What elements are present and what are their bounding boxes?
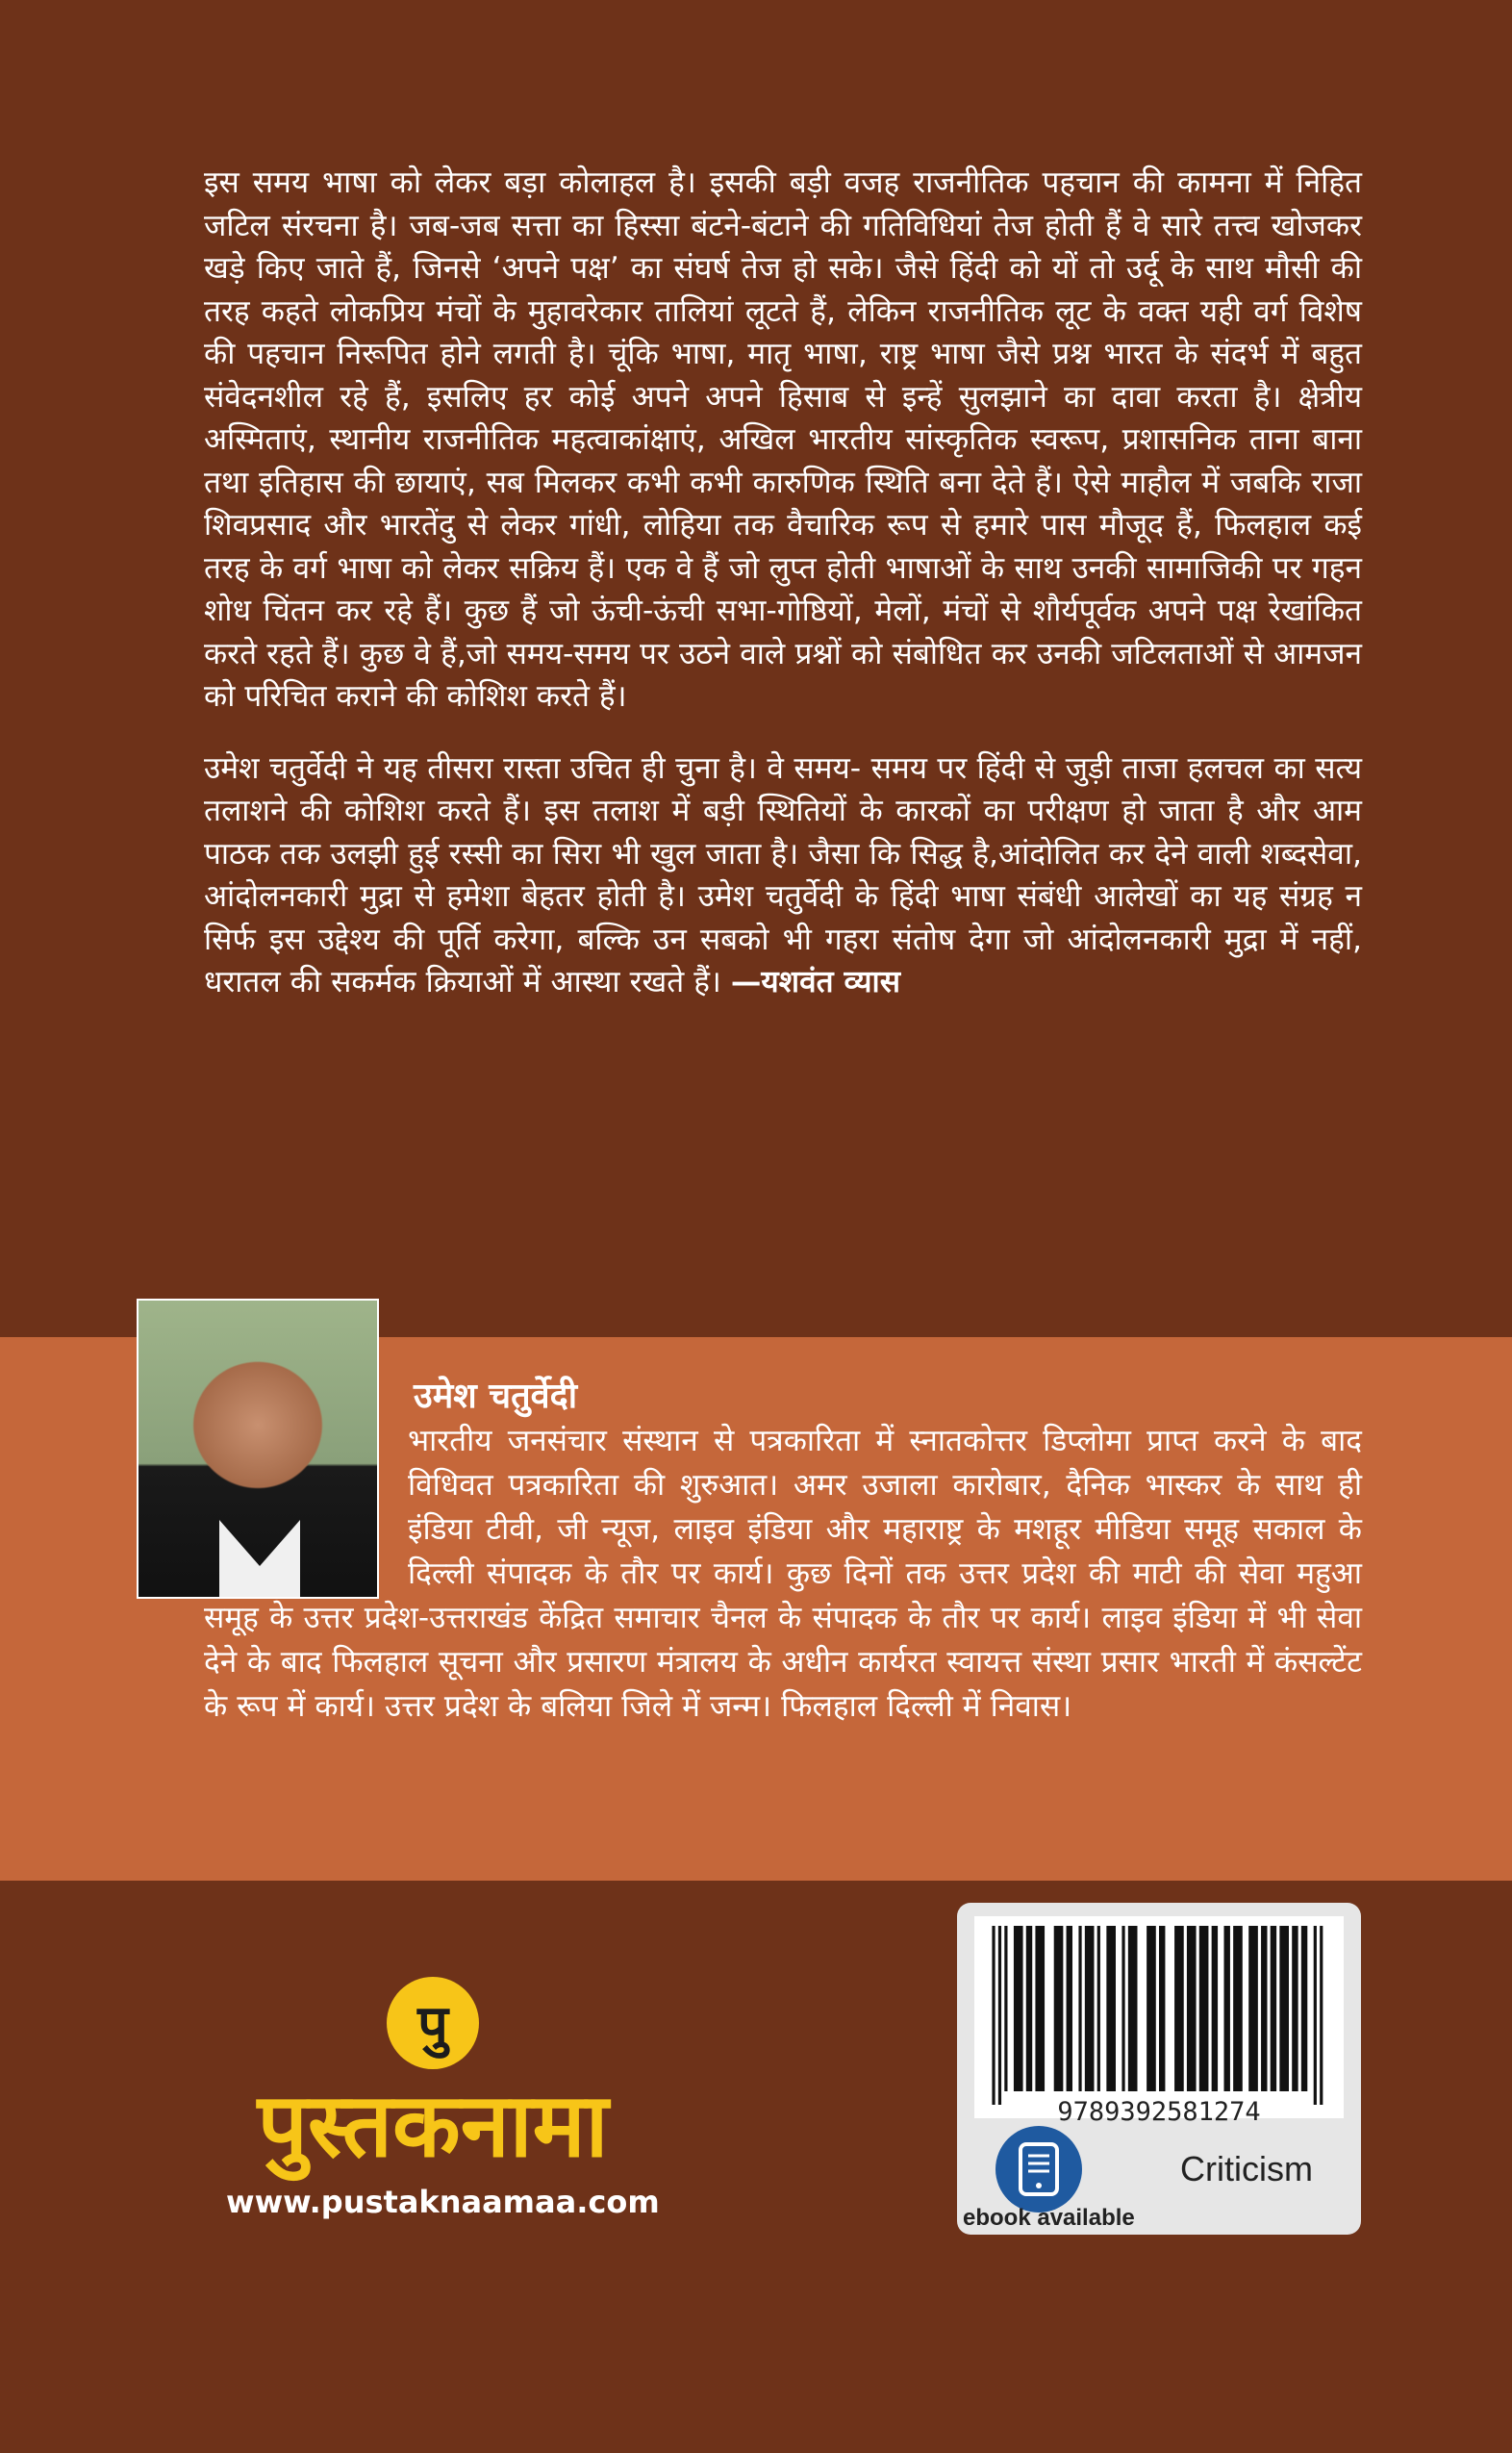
- ebook-label: ebook available: [963, 2205, 1135, 2231]
- author-bio-text: भारतीय जनसंचार संस्थान से पत्रकारिता में स्नातकोत्तर डिप्लोमा प्राप्त करने के बाद विधिवत पत्रकारिता की शुरुआत। अमर उजाला कारोबार, दैनिक भास्कर के साथ ही इंडिया टीवी, जी न्यूज, लाइव इंडिया और महाराष्ट्र के मशहूर मीडिया समूह सकाल के दिल्ली संपादक के तौर पर कार्य। कुछ दिनों तक उत्तर प्रदेश की माटी की सेवा महुआ समूह के उत्तर प्रदेश-उत्तराखंड केंद्रित समाचार चैनल के संपादक के तौर पर कार्य। लाइव इंडिया में भी सेवा देने के बाद फिलहाल सूचना और प्रसारण मंत्रालय के अधीन कार्यरत स्वायत्त संस्था प्रसार भारती में कंसल्टेंट के रूप में कार्य। उत्तर प्रदेश के बलिया जिले में जन्म। फिलहाल दिल्ली में निवास।: [204, 1424, 1362, 1724]
- publisher-website[interactable]: www.pustaknaamaa.com: [226, 2184, 660, 2220]
- publisher-name: पुस्तकनामा: [257, 2074, 609, 2177]
- barcode-panel: [957, 1903, 1361, 2235]
- category-label: Criticism: [1180, 2149, 1313, 2188]
- author-bio-photo-space: [204, 1419, 408, 1596]
- blurb: [204, 162, 1362, 1033]
- author-bio: [204, 1419, 1362, 1729]
- blurb-paragraph-2-text: उमेश चतुर्वेदी ने यह तीसरा रास्ता उचित ही चुना है। वे समय- समय पर हिंदी से जुड़ी ताजा हलचल का सत्य तलाशने की कोशिश करते हैं। इस तलाश में बड़ी स्थितियों के कारकों का परीक्षण हो जाता है और आम पाठक तक उलझी हुई रस्सी का सिरा भी खुल जाता है। जैसा कि सिद्ध है,आंदोलित कर देने वाली शब्दसेवा, आंदोलनकारी मुद्रा से हमेशा बेहतर होती है। उमेश चतुर्वेदी के हिंदी भाषा संबंधी आलेखों का यह संग्रह न सिर्फ इस उद्देश्य की पूर्ति करेगा, बल्कि उन सबको भी गहरा संतोष देगा जो आंदोलनकारी मुद्रा में नहीं, धरातल की सकर्मक क्रियाओं में आस्था रखते हैं।: [204, 750, 1362, 999]
- barcode-area: [974, 1916, 1344, 2118]
- blurb-paragraph-1: इस समय भाषा को लेकर बड़ा कोलाहल है। इसकी बड़ी वजह राजनीतिक पहचान की कामना में निहित जटिल संरचना है। जब-जब सत्ता का हिस्सा बंटने-बंटाने की गतिविधियां तेज होती हैं वे सारे तत्त्व खोजकर खड़े किए जाते हैं, जिनसे ‘अपने पक्ष’ का संघर्ष तेज हो सके। जैसे हिंदी को यों तो उर्दू के साथ मौसी की तरह कहते लोकप्रिय मंचों के मुहावरेकार तालियां लूटते हैं, लेकिन राजनीतिक लूट के वक्त यही वर्ग विशेष की पहचान निरूपित होने लगती है। चूंकि भाषा, मातृ भाषा, राष्ट्र भाषा जैसे प्रश्न भारत के संदर्भ में बहुत संवेदनशील रहे हैं, इसलिए हर कोई अपने अपने हिसाब से इन्हें सुलझाने का दावा करता है। क्षेत्रीय अस्मिताएं, स्थानीय राजनीतिक महत्वाकांक्षाएं, अखिल भारतीय सांस्कृतिक स्वरूप, प्रशासनिक ताना बाना तथा इतिहास की छायाएं, सब मिलकर कभी कभी कारुणिक स्थिति बना देते हैं। ऐसे माहौल में जबकि राजा शिवप्रसाद और भारतेंदु से लेकर गांधी, लोहिया तक वैचारिक रूप से हमारे पास मौजूद हैं, फिलहाल कई तरह के वर्ग भाषा को लेकर सक्रिय हैं। एक वे हैं जो लुप्त होती भाषाओं के साथ उनकी सामाजिकी पर गहन शोध चिंतन कर रहे हैं। कुछ हैं जो ऊंची-ऊंची सभा-गोष्ठियों, मेलों, मंचों से शौर्यपूर्वक अपने पक्ष रेखांकित करते रहते हैं। कुछ वे हैं,जो समय-समय पर उठने वाले प्रश्नों को संबोधित कर उनकी जटिलताओं से आमजन को परिचित कराने की कोशिश करते हैं।: [204, 165, 1362, 714]
- isbn-number: 9789392581274: [1057, 2097, 1261, 2127]
- publisher-logo-icon: पु: [387, 1977, 479, 2069]
- barcode-icon: [986, 1926, 1332, 2105]
- author-name: उमेश चतुर्वेदी: [414, 1377, 578, 1416]
- ebook-icon: [995, 2126, 1082, 2213]
- blurb-attribution: —यशवंत व्यास: [730, 965, 901, 999]
- blurb-paragraph-2: [204, 747, 1362, 1004]
